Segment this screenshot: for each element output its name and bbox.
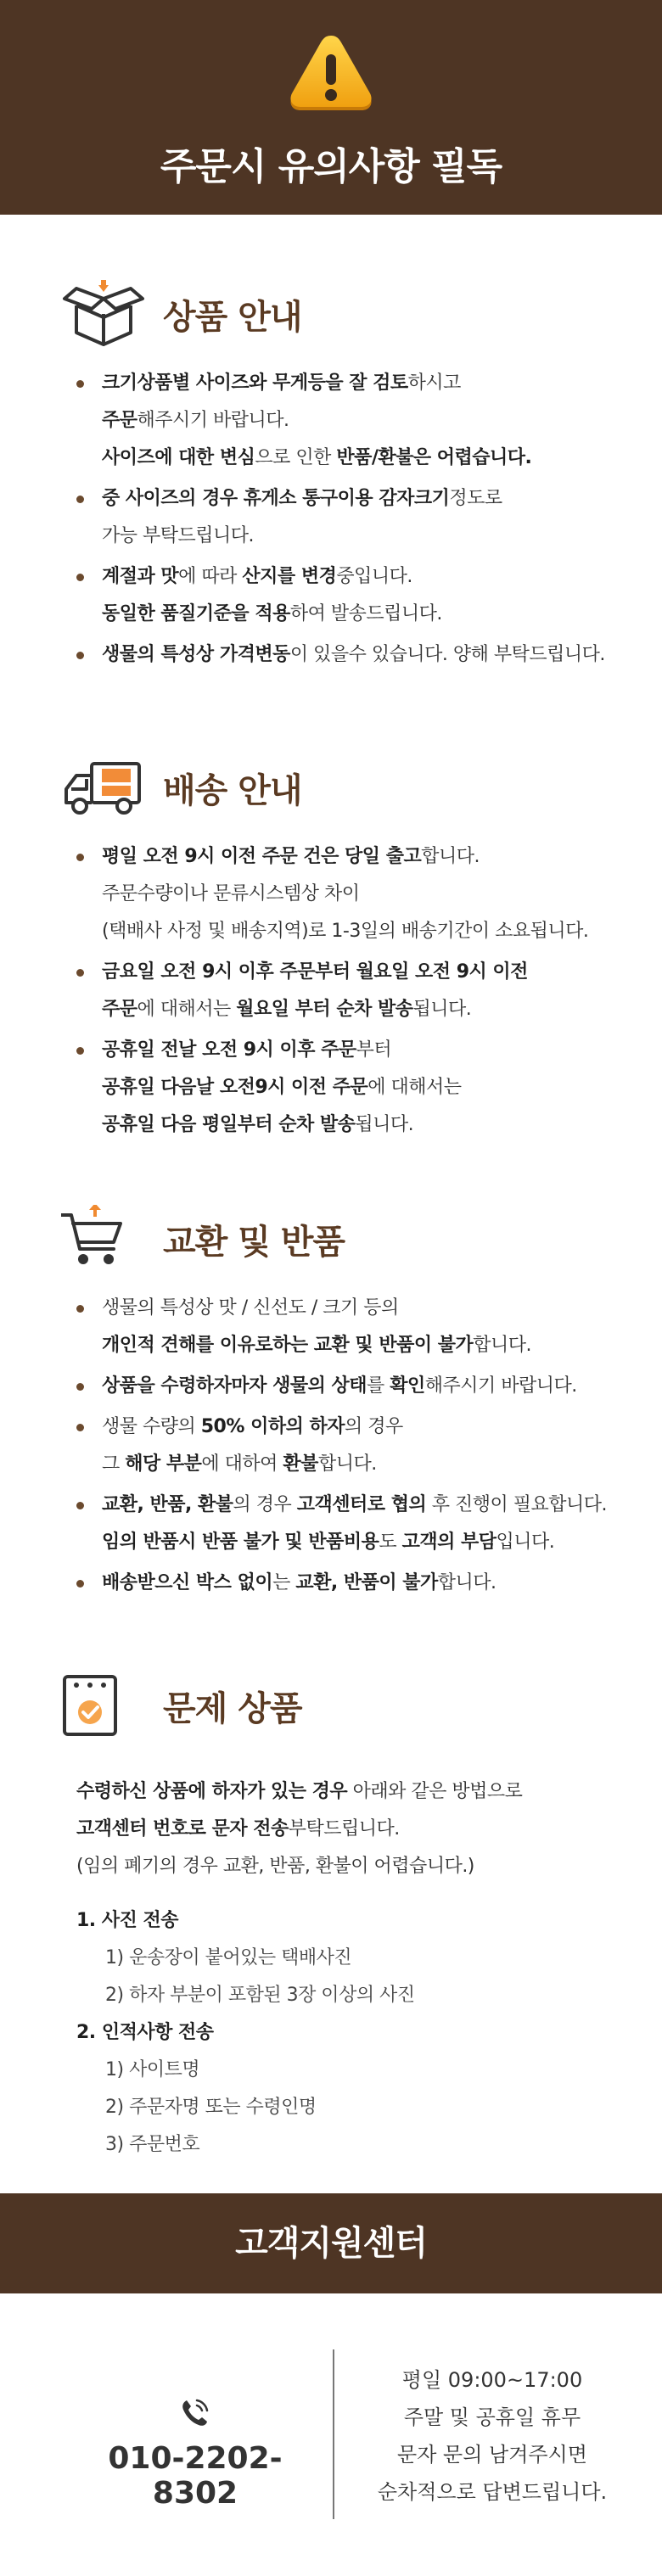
- header-banner: [0, 0, 662, 215]
- text-line: [102, 1327, 645, 1364]
- text-segment: 의 경우: [233, 1494, 297, 1515]
- text-segment: 합니다.: [317, 1453, 377, 1475]
- delivery-list: [76, 838, 645, 1144]
- bold-text: 산지를 변경: [242, 566, 337, 587]
- step-title: 1. 사진 전송: [76, 1910, 178, 1931]
- bold-text: 사이즈에 대한 변심: [102, 447, 255, 468]
- text-line: [102, 518, 645, 555]
- text-segment: 합니다.: [437, 1572, 496, 1593]
- text-line: [102, 636, 645, 674]
- bold-text: 개인적 견해를 이유로하는 교환 및 반품이 불가: [102, 1335, 474, 1356]
- section-title-returns: 교환 및 반품: [163, 1223, 345, 1262]
- text-segment: 해주시기 바랍니다.: [137, 410, 289, 431]
- text-segment: 후 진행이 필요합니다.: [426, 1494, 607, 1515]
- text-segment: 도: [379, 1532, 402, 1553]
- bold-text: 생물의 특성상 가격변동: [102, 644, 290, 665]
- text-segment: 됩니다.: [412, 999, 472, 1020]
- step-sub-item: 2) 주문자명 또는 수령인명: [105, 2097, 317, 2118]
- section-delivery: [0, 745, 662, 1147]
- hours-line: 주말 및 공휴일 휴무: [403, 2405, 581, 2429]
- text-line: [102, 838, 645, 876]
- text-segment: 중입니다.: [336, 566, 412, 587]
- bold-text: 환불: [283, 1453, 318, 1475]
- list-item: [76, 1368, 645, 1405]
- returns-list: [76, 1290, 645, 1602]
- text-segment: 그: [102, 1453, 126, 1475]
- bold-text: 고객센터 번호로 문자 전송: [76, 1818, 289, 1840]
- text-segment: 에 대하여: [201, 1453, 283, 1475]
- bold-text: 금요일 오전 9시 이후 주문부터 월요일 오전 9시 이전: [102, 961, 528, 983]
- text-segment: 입니다.: [496, 1532, 555, 1553]
- list-item: [76, 636, 645, 674]
- text-line: [102, 1524, 645, 1561]
- text-segment: 를: [367, 1375, 390, 1397]
- text-segment: 에 따라: [178, 566, 243, 587]
- step-sub-item: 1) 운송장이 붙어있는 택배사진: [105, 1947, 352, 1968]
- text-line: [76, 1773, 620, 1811]
- list-item: [76, 1290, 645, 1364]
- text-line: [102, 440, 645, 477]
- contact-area: [0, 2293, 662, 2576]
- text-segment: 합니다.: [421, 846, 480, 867]
- text-line: [102, 1290, 645, 1327]
- text-segment: 생물 수량의: [102, 1416, 201, 1437]
- warning-icon: [287, 34, 375, 115]
- text-line: [102, 596, 645, 633]
- text-segment: 생물의 특성상 맛 / 신선도 / 크기 등의: [102, 1297, 399, 1319]
- text-line: [102, 1032, 645, 1069]
- bold-text: 수령하신 상품에 하자가 있는 경우: [76, 1781, 348, 1802]
- problem-steps: [76, 1902, 662, 2164]
- text-line: [102, 1408, 645, 1446]
- cart-return-icon: [61, 1205, 146, 1273]
- bold-text: 주문: [102, 410, 137, 431]
- delivery-truck-icon: [61, 753, 146, 821]
- list-item: [76, 1487, 645, 1561]
- bold-text: 평일 오전 9시 이전 주문 건은 당일 출고: [102, 846, 422, 867]
- contact-divider: [333, 2349, 334, 2519]
- checklist-icon: [61, 1672, 146, 1739]
- list-item: [76, 1408, 645, 1483]
- hours-line: 문자 문의 남겨주시면: [397, 2443, 587, 2467]
- text-line: [102, 365, 645, 402]
- text-line: [102, 913, 645, 950]
- list-item: [76, 1565, 645, 1602]
- support-hours: [339, 2361, 645, 2511]
- bold-text: 고객의 부담: [401, 1532, 496, 1553]
- text-line: [102, 876, 645, 913]
- phone-icon: [178, 2395, 212, 2429]
- list-item: [76, 954, 645, 1028]
- text-line: [102, 558, 645, 596]
- list-item: [76, 480, 645, 555]
- step-sub-item: 3) 주문번호: [105, 2134, 200, 2155]
- text-line: [76, 1811, 620, 1848]
- section-returns: [0, 1196, 662, 1605]
- bold-text: 중 사이즈의 경우 휴게소 통구이용 감자크기: [102, 488, 450, 509]
- bold-text: 배송받으신 박스 없이: [102, 1572, 273, 1593]
- list-item: [76, 838, 645, 950]
- open-box-icon: [61, 280, 146, 348]
- text-segment: 됩니다.: [355, 1114, 414, 1135]
- hours-line: 평일 09:00~17:00: [401, 2368, 583, 2392]
- support-banner: [0, 2193, 662, 2293]
- text-segment: 부탁드립니다.: [288, 1818, 400, 1840]
- bold-text: 상품을 수령하자마자 생물의 상태: [102, 1375, 367, 1397]
- section-title-product: 상품 안내: [163, 298, 302, 337]
- text-segment: 아래와 같은 방법으로: [347, 1781, 523, 1802]
- text-segment: 는: [272, 1572, 296, 1593]
- text-line: [102, 954, 645, 991]
- text-line: [102, 402, 645, 440]
- text-line: [102, 1487, 645, 1524]
- section-title-delivery: 배송 안내: [163, 771, 302, 810]
- text-segment: 이 있을수 있습니다. 양해 부탁드립니다.: [289, 644, 605, 665]
- support-title: 고객지원센터: [235, 2224, 427, 2263]
- step-sub-item: 2) 하자 부분이 포함된 3장 이상의 사진: [105, 1985, 415, 2006]
- problem-intro: [76, 1773, 620, 1885]
- text-segment: 정도로: [449, 488, 502, 509]
- text-segment: 에 대해서는: [137, 999, 237, 1020]
- phone-number[interactable]: 010-2202-8302: [108, 2441, 283, 2511]
- bold-text: 해당 부분: [125, 1453, 202, 1475]
- bold-text: 50% 이하의 하자: [200, 1416, 345, 1437]
- phone-block: [68, 2395, 323, 2511]
- text-line: [102, 1368, 645, 1405]
- bold-text: 교환, 반품, 환불: [102, 1494, 233, 1515]
- bold-text: 공휴일 다음날 오전9시 이전 주문: [102, 1077, 368, 1098]
- list-item: [76, 1032, 645, 1144]
- text-segment: 부터: [356, 1039, 392, 1061]
- text-segment: 하시고: [407, 372, 461, 394]
- text-line: [102, 480, 645, 518]
- bold-text: 공휴일 다음 평일부터 순차 발송: [102, 1114, 356, 1135]
- section-product: [0, 272, 662, 677]
- bold-text: 임의 반품시 반품 불가 및 반품비용: [102, 1532, 379, 1553]
- text-segment: 하여 발송드립니다.: [289, 603, 442, 624]
- bold-text: 계절과 맛: [102, 566, 179, 587]
- page-title: 주문시 유의사항 필독: [160, 145, 502, 188]
- bold-text: 크기상품별 사이즈와 무게등을 잘 검토: [102, 372, 408, 394]
- step-title: 2. 인적사항 전송: [76, 2022, 214, 2043]
- text-segment: 가능 부탁드립니다.: [102, 525, 255, 546]
- text-segment: 으로 인한: [255, 447, 337, 468]
- text-line: [76, 1848, 620, 1885]
- bold-text: 공휴일 전날 오전 9시 이후 주문: [102, 1039, 356, 1061]
- text-segment: 해주시기 바랍니다.: [424, 1375, 577, 1397]
- bold-text: 고객센터로 협의: [296, 1494, 427, 1515]
- list-item: [76, 365, 645, 477]
- text-line: [102, 1106, 645, 1144]
- text-segment: (택배사 사정 및 배송지역)로 1-3일의 배송기간이 소요됩니다.: [102, 921, 589, 942]
- text-line: [102, 991, 645, 1028]
- bold-text: 월요일 부터 순차 발송: [236, 999, 413, 1020]
- text-segment: 의 경우: [345, 1416, 403, 1437]
- product-list: [76, 365, 645, 674]
- section-problem: [0, 1663, 662, 2164]
- bold-text: 교환, 반품이 불가: [295, 1572, 438, 1593]
- text-segment: 에 대해서는: [367, 1077, 462, 1098]
- bold-text: 반품/환불은 어렵습니다.: [336, 447, 532, 468]
- text-segment: 주문수량이나 문류시스템상 차이: [102, 883, 360, 904]
- bold-text: 주문: [102, 999, 137, 1020]
- step-sub-item: 1) 사이트명: [105, 2059, 200, 2080]
- text-segment: (임의 폐기의 경우 교환, 반품, 환불이 어렵습니다.): [76, 1856, 474, 1877]
- text-line: [102, 1446, 645, 1483]
- bold-text: 확인: [390, 1375, 425, 1397]
- section-title-problem: 문제 상품: [163, 1689, 302, 1728]
- hours-line: 순차적으로 답변드립니다.: [377, 2480, 608, 2504]
- list-item: [76, 558, 645, 633]
- text-segment: 합니다.: [473, 1335, 531, 1356]
- bold-text: 동일한 품질기준을 적용: [102, 603, 290, 624]
- text-line: [102, 1565, 645, 1602]
- text-line: [102, 1069, 645, 1106]
